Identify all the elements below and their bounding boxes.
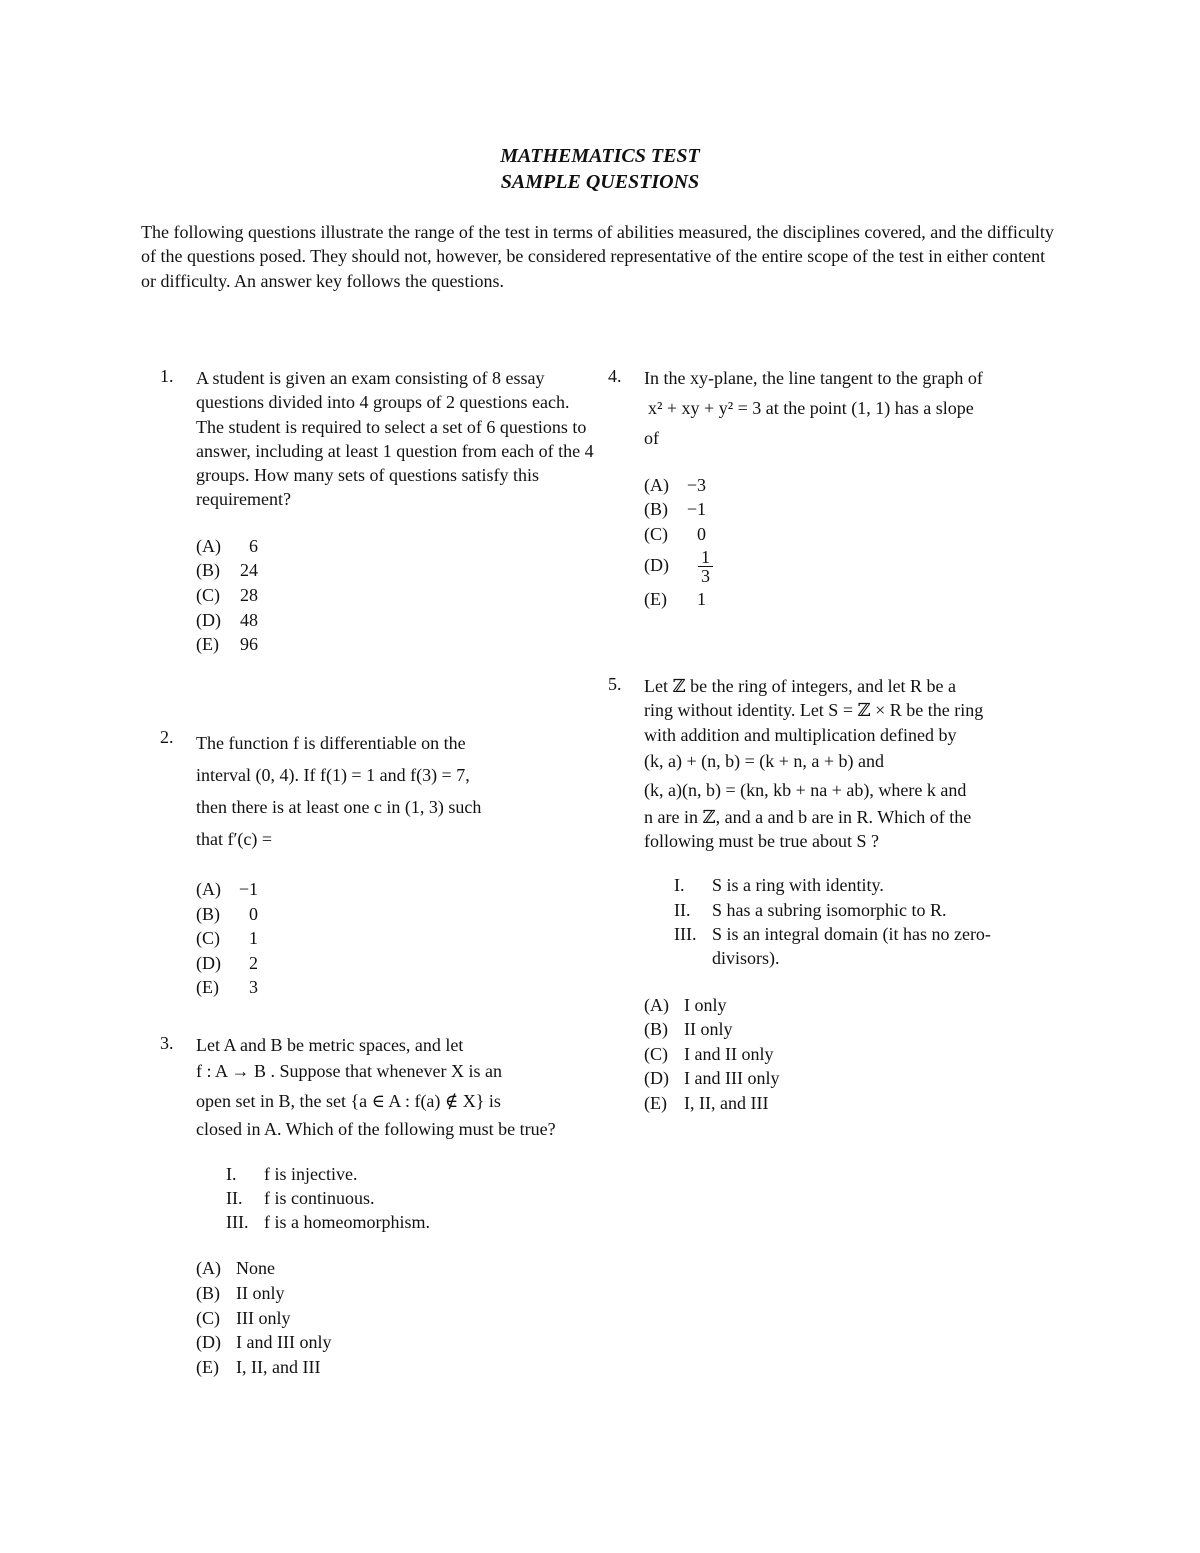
statements [674,873,1078,970]
question-line: Let A and B be metric spaces, and let [196,1035,464,1055]
answer-choices [196,534,600,657]
question-4 [608,366,1078,612]
statement-3: III. f is a homeomorphism. [226,1212,430,1233]
question-line: The function f is differentiable on the [196,733,466,753]
choice-c: (C) 1 [196,928,258,949]
choice-a: (A) −1 [196,879,258,899]
choice-b: (B) 0 [196,903,258,924]
intro-paragraph: The following questions illustrate the range of the test in terms of abilities measured, the disciplines covered, and the difficulty of the questions posed. They should not, however, be considered representative of the entire scope of the test in either content or difficulty. An answer key follows the questions. [141,222,1054,291]
question-line: In the xy-plane, the line tangent to the graph of [644,368,983,388]
page-title [0,143,1200,195]
question-line: f : A → B . Suppose that whenever X is an [196,1061,502,1082]
statement-1: I. S is a ring with identity. [674,875,884,896]
question-number: 4. [608,366,622,386]
choice-e: (E) I, II, and III [196,1356,321,1377]
question-line: of [644,428,659,449]
question-number: 2. [160,727,174,747]
answer-choices [644,473,1078,612]
question-number: 3. [160,1033,174,1053]
statement-1: I. f is injective. [226,1163,358,1184]
choice-c: (C) III only [196,1307,291,1328]
choice-b: (B) 24 [196,560,258,581]
choice-a: (A) None [196,1258,275,1279]
choice-e: (E) 1 [644,589,706,610]
choice-c: (C) I and II only [644,1043,774,1064]
question-line: following must be true about S ? [644,831,879,852]
statement-2: II. S has a subring isomorphic to R. [674,899,947,920]
statement-2: II. f is continuous. [226,1187,375,1208]
statement-3: III. S is an integral domain (it has no zero-divisors). [674,924,991,969]
choice-b: (B) −1 [644,499,706,520]
answer-choices [644,993,1078,1116]
choice-d: (D) $\frac{1}{3}$ [644,548,1078,585]
choice-c: (C) 0 [644,523,706,544]
question-line: with addition and multiplication defined by [644,724,957,745]
question-line: (k, a)(n, b) = (kn, kb + na + ab), where k and [644,779,967,800]
question-line: that f′(c) = [196,829,273,849]
choice-d: (D) I and III only [644,1068,780,1089]
title-line-1: MATHEMATICS TEST [500,145,700,167]
choice-e: (E) I, II, and III [644,1093,769,1114]
question-5 [608,674,1078,1116]
title-line-2: SAMPLE QUESTIONS [500,171,700,193]
choice-a: (A) −3 [644,474,706,495]
question-number: 1. [160,366,174,386]
fraction: $\frac{1}{3}$ [698,548,713,585]
question-line: then there is at least one c in (1, 3) such [196,797,482,817]
answer-choices [196,1256,600,1379]
choice-e: (E) 96 [196,634,258,655]
question-line: Let ℤ be the ring of integers, and let R be a [644,676,957,696]
choice-c: (C) 28 [196,584,258,605]
statements [226,1162,600,1235]
choice-e: (E) 3 [196,977,258,998]
answer-choices [196,877,600,1000]
question-line: ring without identity. Let S = ℤ × R be the ring [644,700,984,721]
question-3 [160,1033,600,1379]
question-line: x² + xy + y² = 3 at the point (1, 1) has a slope [648,398,974,419]
question-line: open set in B, the set {a ∈ A : f(a) ∉ X} is [196,1091,501,1112]
question-line: (k, a) + (n, b) = (k + n, a + b) and [644,750,885,771]
question-line: n are in ℤ, and a and b are in R. Which of the [644,806,972,827]
choice-a: (A) 6 [196,535,258,556]
question-number: 5. [608,674,622,694]
choice-d: (D) 2 [196,952,258,973]
choice-a: (A) I only [644,994,727,1015]
question-line: closed in A. Which of the following must be true? [196,1119,556,1140]
question-2 [160,727,600,1000]
question-line: interval (0, 4). If f(1) = 1 and f(3) = 7, [196,765,470,785]
question-1 [160,366,600,657]
choice-d: (D) I and III only [196,1332,332,1353]
choice-b: (B) II only [644,1019,733,1040]
choice-d: (D) 48 [196,609,258,630]
choice-b: (B) II only [196,1283,285,1304]
question-text: A student is given an exam consisting of 8 essay questions divided into 4 groups of 2 questions each. The student is required to select a set of 6 questions to answer, including at least 1 question from each of the 4 groups. How many sets of questions satisfy this requirement? [196,368,594,510]
